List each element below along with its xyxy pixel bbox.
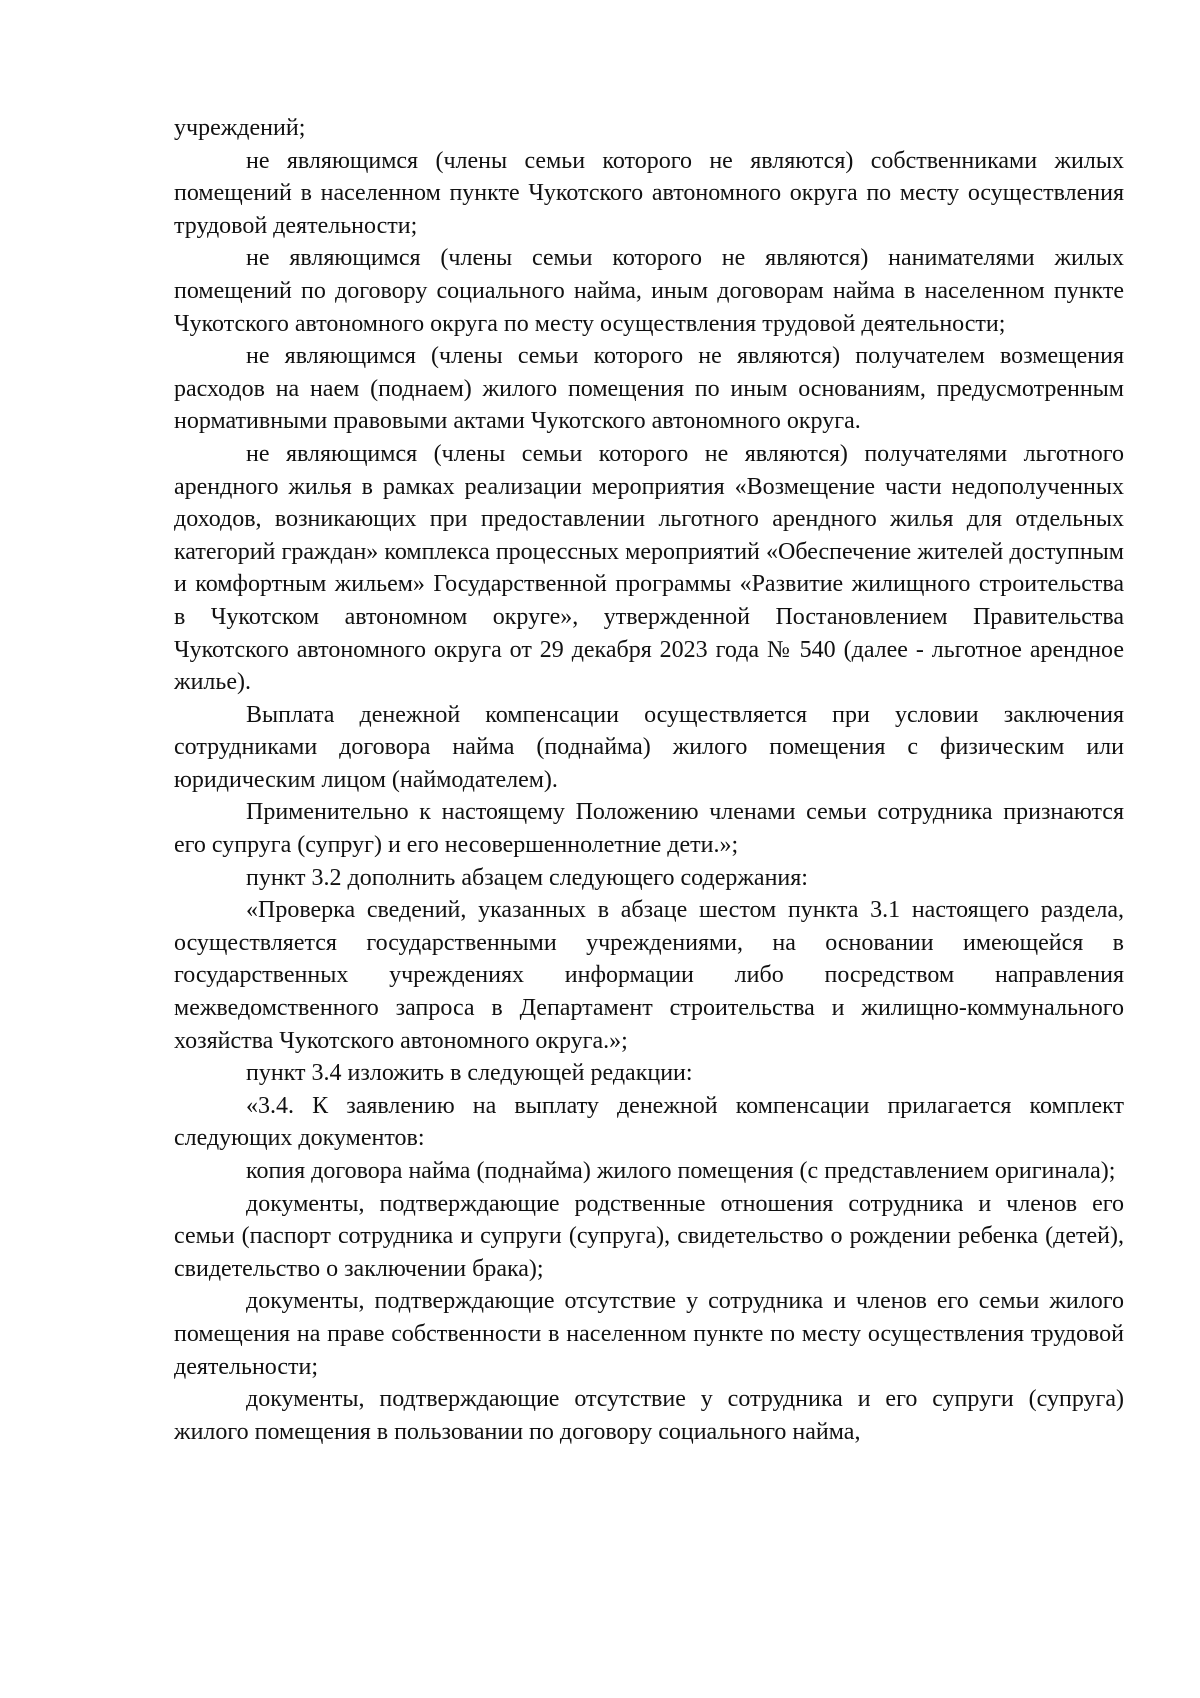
paragraph-2: не являющимся (члены семьи которого не являются) собственниками жилых помещений в населенном пункте Чукотского автономного округа по месту осуществления трудовой деятельности; [174,147,1124,239]
paragraph-12: копия договора найма (поднайма) жилого помещения (с представлением оригинала); [246,1158,1116,1184]
paragraph-15: документы, подтверждающие отсутствие у сотрудника и его супруги (супруга) жилого помещения в пользовании по договору социального найма, [174,1386,1124,1445]
paragraph-8: пункт 3.2 дополнить абзацем следующего содержания: [246,864,808,891]
paragraph-13: документы, подтверждающие родственные отношения сотрудника и членов его семьи (паспорт сотрудника и супруги (супруга), свидетельство о рождении ребенка (детей), свидетельство о заключении брака); [174,1190,1124,1282]
paragraph-7: Применительно к настоящему Положению членами семьи сотрудника признаются его супруга (супруг) и его несовершеннолетние дети.»; [174,799,1124,859]
paragraph-3: не являющимся (члены семьи которого не являются) нанимателями жилых помещений по договору социального найма, иным договорам найма в населенном пункте Чукотского автономного округа по месту осуществления трудовой деятельности; [174,245,1124,337]
paragraph-10: пункт 3.4 изложить в следующей редакции: [246,1060,693,1087]
paragraph-1: учреждений; [174,115,306,141]
paragraph-4: не являющимся (члены семьи которого не являются) получателем возмещения расходов на наем (поднаем) жилого помещения по иным основаниям, предусмотренным нормативными правовыми актами Чукотского автономного округа. [174,343,1124,435]
paragraph-5: не являющимся (члены семьи которого не являются) получателями льготного арендного жилья в рамках реализации мероприятия «Возмещение части недополученных доходов, возникающих при предоставлении льготного арендного жилья для отдельных категорий граждан» комплекса процессных мероприятий «Обеспечение жителей доступным и комфортным жильем» Государственной программы «Развитие жилищного строительства в Чукотском автономном округе», утвержденной Постановлением Правительства Чукотского автономного округа от 29 декабря 2023 года № 540 (далее - льготное арендное жилье). [174,440,1124,696]
paragraph-11: «3.4. К заявлению на выплату денежной компенсации прилагается комплект следующих документов: [174,1092,1124,1152]
paragraph-6: Выплата денежной компенсации осуществляется при условии заключения сотрудниками договора найма (поднайма) жилого помещения с физическим или юридическим лицом (наймодателем). [174,701,1124,793]
paragraph-14: документы, подтверждающие отсутствие у сотрудника и членов его семьи жилого помещения на праве собственности в населенном пункте по месту осуществления трудовой деятельности; [174,1288,1124,1380]
document-page [174,112,1124,1448]
paragraph-9: «Проверка сведений, указанных в абзаце шестом пункта 3.1 настоящего раздела, осуществляется государственными учреждениями, на основании имеющейся в государственных учреждениях информации либо посредством направления межведомственного запроса в Департамент строительства и жилищно-коммунального хозяйства Чукотского автономного округа.»; [174,897,1124,1054]
